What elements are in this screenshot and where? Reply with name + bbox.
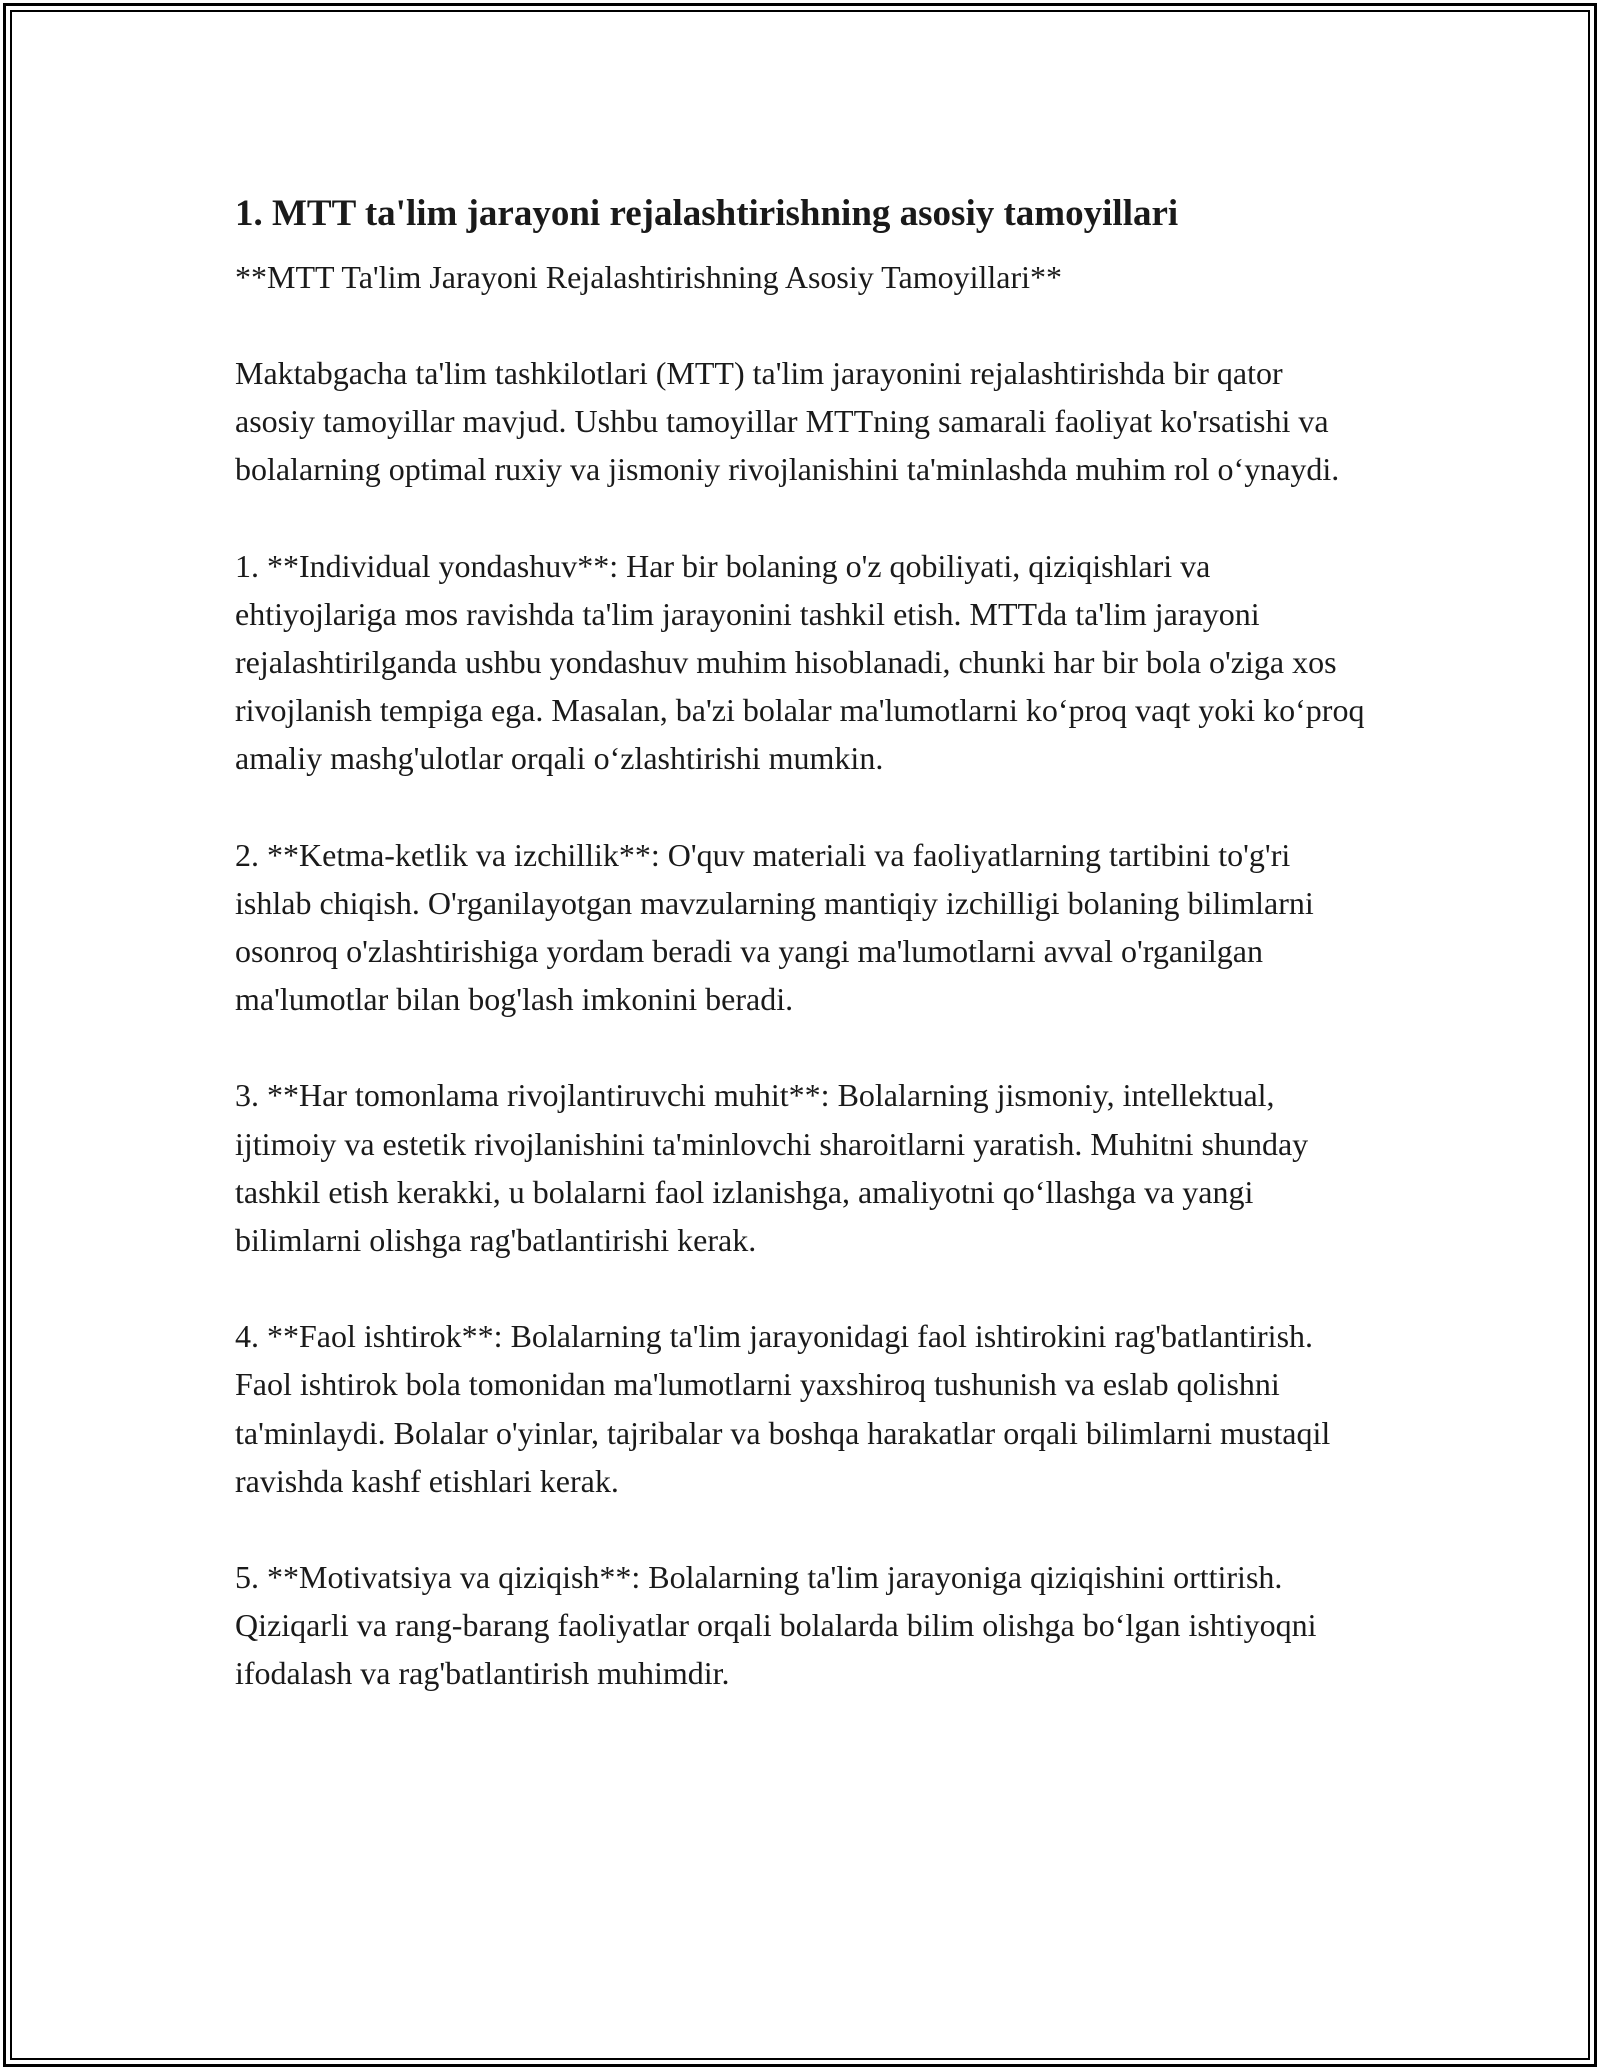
principle-paragraph-5: 5. **Motivatsiya va qiziqish**: Bolalarning ta'lim jarayoniga qiziqishini orttirish. Qiziqarli va rang-barang faoliyatlar orqali bolalarda bilim olishga bo‘lgan ishtiyoqni ifodalash va rag'batlantirish muhimdir.	[235, 1559, 1317, 1692]
document-body	[235, 186, 1365, 1698]
principle-paragraph-3: 3. **Har tomonlama rivojlantiruvchi muhit**: Bolalarning jismoniy, intellektual, ijtimoiy va estetik rivojlanishini ta'minlovchi sharoitlarni yaratish. Muhitni shunday tashkil etish kerakki, u bolalarni faol izlanishga, amaliyotni qo‘llashga va yangi bilimlarni olishga rag'batlantirishi kerak.	[235, 1077, 1309, 1259]
intro-paragraph: Maktabgacha ta'lim tashkilotlari (MTT) ta'lim jarayonini rejalashtirishda bir qator asosiy tamoyillar mavjud. Ushbu tamoyillar MTTning samarali faoliyat ko'rsatishi va bolalarning optimal ruxiy va jismoniy rivojlanishini ta'minlashda muhim rol o‘ynaydi.	[235, 355, 1340, 488]
principle-paragraph-4: 4. **Faol ishtirok**: Bolalarning ta'lim jarayonidagi faol ishtirokini rag'batlantirish. Faol ishtirok bola tomonidan ma'lumotlarni yaxshiroq tushunish va eslab qolishni ta'minlaydi. Bolalar o'yinlar, tajribalar va boshqa harakatlar orqali bilimlarni mustaqil ravishda kashf etishlari kerak.	[235, 1318, 1331, 1499]
document-subtitle: **MTT Ta'lim Jarayoni Rejalashtirishning Asosiy Tamoyillari**	[235, 259, 1062, 295]
principle-paragraph-1: 1. **Individual yondashuv**: Har bir bolaning o'z qobiliyati, qiziqishlari va ehtiyojlariga mos ravishda ta'lim jarayonini tashkil etish. MTTda ta'lim jarayoni rejalashtirilganda ushbu yondashuv muhim hisoblanadi, chunki har bir bola o'ziga xos rivojlanish tempiga ega. Masalan, ba'zi bolalar ma'lumotlarni ko‘proq vaqt yoki ko‘proq amaliy mashg'ulotlar orqali o‘zlashtirishi mumkin.	[235, 547, 1365, 777]
document-title: 1. MTT ta'lim jarayoni rejalashtirishning asosiy tamoyillari	[235, 193, 1179, 234]
principle-paragraph-2: 2. **Ketma-ketlik va izchillik**: O'quv materiali va faoliyatlarning tartibini to'g'ri ishlab chiqish. O'rganilayotgan mavzularning mantiqiy izchilligi bolaning bilimlarni osonroq o'zlashtirishiga yordam beradi va yangi ma'lumotlarni avval o'rganilgan ma'lumotlar bilan bog'lash imkonini beradi.	[235, 836, 1314, 1018]
